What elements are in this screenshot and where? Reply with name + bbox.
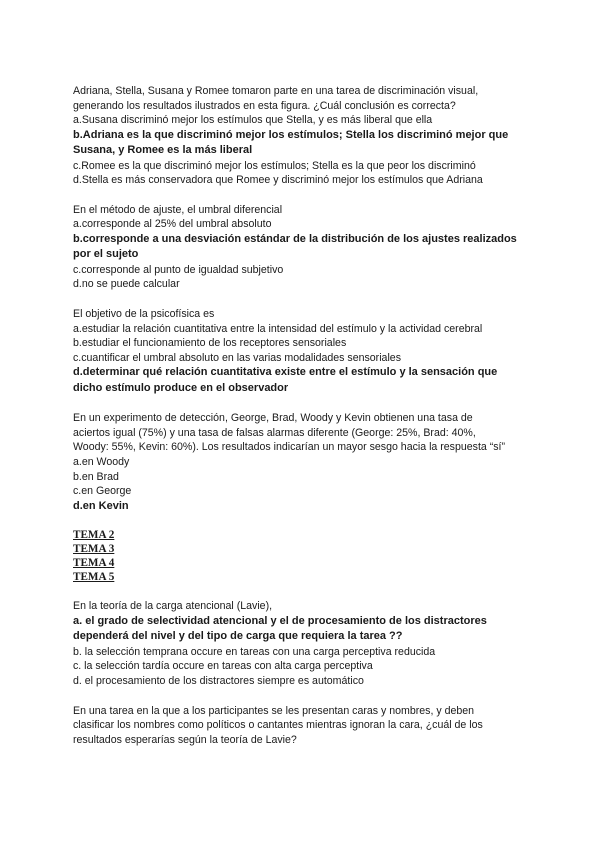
option-a: a.corresponde al 25% del umbral absoluto (73, 218, 272, 231)
option-a: a.Susana discriminó mejor los estímulos que Stella, y es más liberal que ella (73, 114, 433, 127)
question-text: En un experimento de detección, George, Brad, Woody y Kevin obtienen una tasa de (73, 412, 473, 425)
question-text: generando los resultados ilustrados en esta figura. ¿Cuál conclusión es correcta? (73, 99, 456, 112)
option-c: c.Romee es la que discriminó mejor los estímulos; Stella es la que peor los discriminó (73, 159, 476, 172)
question-text: aciertos igual (75%) y una tasa de falsas alarmas diferente (George: 25%, Brad: 40%, (73, 426, 476, 439)
option-c: c.en George (73, 485, 132, 498)
question-1 (73, 84, 533, 188)
question-text: clasificar los nombres como políticos o cantantes mientras ignoran la cara, ¿cuál de los (73, 719, 483, 732)
option-d-answer: d.en Kevin (73, 499, 129, 512)
tema-heading: TEMA 4 (73, 556, 115, 569)
tema-headings (73, 529, 533, 584)
option-d: d. el procesamiento de los distractores siempre es automático (73, 674, 364, 687)
question-text: Woody: 55%, Kevin: 60%). Los resultados indicarían un mayor sesgo hacia la respuesta “sí” (73, 441, 506, 454)
question-text: Adriana, Stella, Susana y Romee tomaron parte en una tarea de discriminación visual, (73, 85, 479, 97)
question-text: El objetivo de la psicofísica es (73, 307, 215, 320)
option-c: c. la selección tardía occure en tareas con alta carga perceptiva (73, 660, 373, 673)
tema-heading: TEMA 3 (73, 542, 115, 555)
option-c: c.cuantificar el umbral absoluto en las varias modalidades sensoriales (73, 351, 401, 364)
question-4 (73, 411, 533, 514)
option-b: b.estudiar el funcionamiento de los receptores sensoriales (73, 337, 347, 350)
option-a-answer: dependerá del nivel y del tipo de carga que requiera la tarea ?? (73, 630, 403, 643)
question-text: En la teoría de la carga atencional (Lavie), (73, 600, 273, 613)
question-text: En el método de ajuste, el umbral diferencial (73, 203, 283, 216)
option-a: a.estudiar la relación cuantitativa entre la intensidad del estímulo y la actividad cerebral (73, 322, 483, 335)
option-d: d.Stella es más conservadora que Romee y discriminó mejor los estímulos que Adriana (73, 174, 483, 187)
question-3 (73, 307, 533, 396)
option-d-answer: dicho estímulo produce en el observador (73, 381, 289, 394)
question-2 (73, 203, 533, 292)
option-b-answer: por el sujeto (73, 248, 139, 261)
option-d-answer: d.determinar qué relación cuantitativa existe entre el estímulo y la sensación que (73, 366, 498, 379)
option-b: b. la selección temprana occure en tareas con una carga perceptiva reducida (73, 645, 436, 658)
tema-heading: TEMA 2 (73, 529, 115, 542)
question-text: resultados esperarías según la teoría de Lavie? (73, 733, 297, 746)
option-d: d.no se puede calcular (73, 278, 180, 291)
document-page (73, 84, 533, 747)
option-b-answer: Susana, y Romee es la más liberal (73, 144, 253, 157)
option-a-answer: a. el grado de selectividad atencional y el de procesamiento de los distractores (73, 614, 487, 627)
tema-heading: TEMA 5 (73, 570, 115, 583)
question-text: En una tarea en la que a los participantes se les presentan caras y nombres, y deben (73, 704, 475, 717)
question-5 (73, 599, 533, 688)
question-6 (73, 704, 533, 748)
option-b: b.en Brad (73, 470, 119, 483)
option-b-answer: b.Adriana es la que discriminó mejor los estímulos; Stella los discriminó mejor que (73, 128, 509, 141)
option-a: a.en Woody (73, 455, 130, 468)
option-c: c.corresponde al punto de igualdad subjetivo (73, 263, 284, 276)
option-b-answer: b.corresponde a una desviación estándar de la distribución de los ajustes realizados (73, 232, 517, 245)
